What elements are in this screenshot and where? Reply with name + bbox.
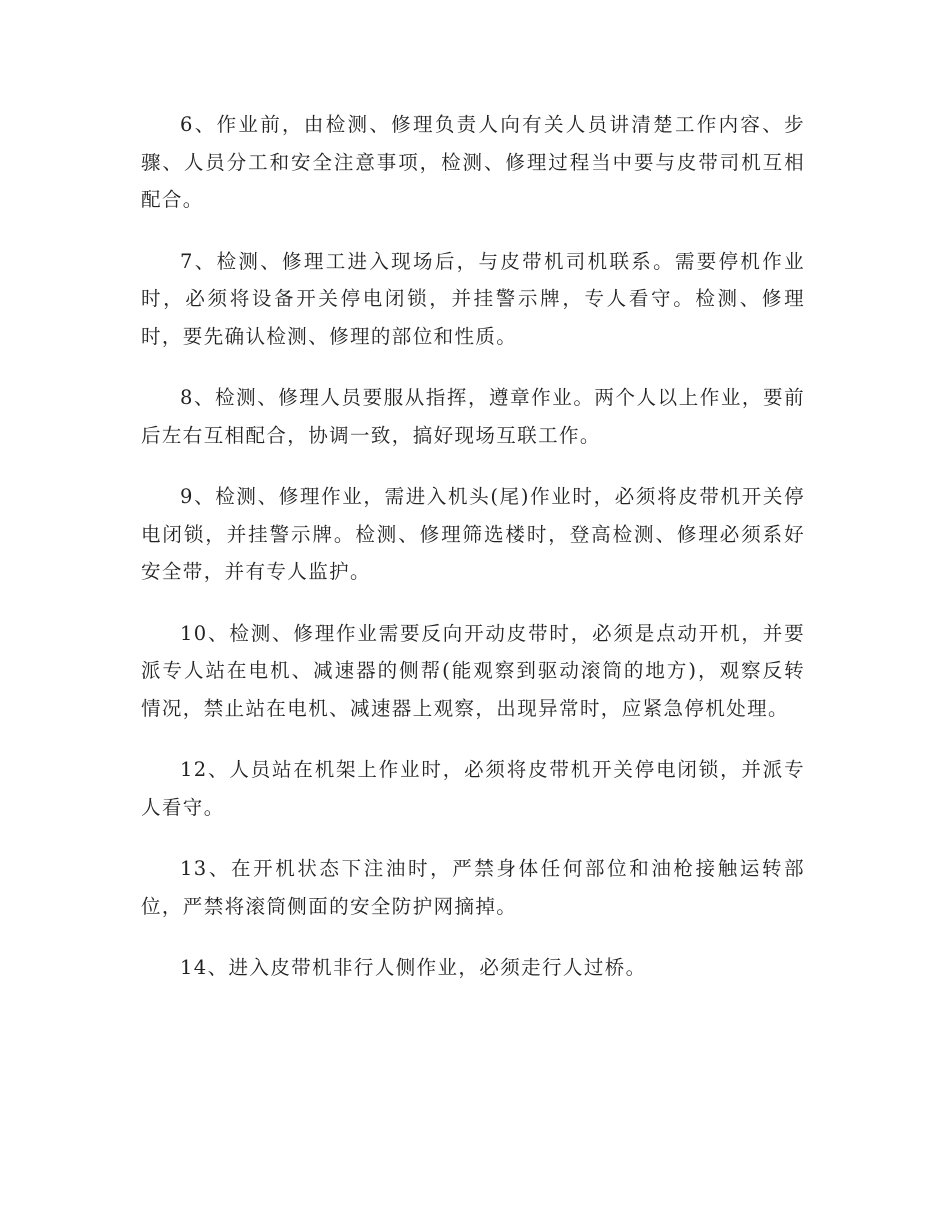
paragraph-item-10: 10、检测、修理作业需要反向开动皮带时，必须是点动开机，并要派专人站在电机、减速器的侧帮(能观察到驱动滚筒的地方)，观察反转情况，禁止站在电机、减速器上观察，出现异常时，应紧急停机处理。 bbox=[141, 621, 805, 720]
paragraph-item-9: 9、检测、修理作业，需进入机头(尾)作业时，必须将皮带机开关停电闭锁，并挂警示牌。检测、修理筛选楼时，登高检测、修理必须系好安全带，并有专人监护。 bbox=[141, 485, 805, 583]
paragraph-item-14: 14、进入皮带机非行人侧作业，必须走行人过桥。 bbox=[180, 956, 647, 979]
paragraph-item-8: 8、检测、修理人员要服从指挥，遵章作业。两个人以上作业，要前后左右互相配合，协调一致，搞好现场互联工作。 bbox=[141, 386, 805, 447]
paragraph-item-6: 6、作业前，由检测、修理负责人向有关人员讲清楚工作内容、步骤、人员分工和安全注意事项，检测、修理过程当中要与皮带司机互相配合。 bbox=[141, 113, 805, 211]
document-body bbox=[141, 106, 805, 1011]
paragraph-item-7: 7、检测、修理工进入现场后，与皮带机司机联系。需要停机作业时，必须将设备开关停电闭锁，并挂警示牌，专人看守。检测、修理时，要先确认检测、修理的部位和性质。 bbox=[141, 249, 805, 348]
paragraph-item-13: 13、在开机状态下注油时，严禁身体任何部位和油枪接触运转部位，严禁将滚筒侧面的安全防护网摘掉。 bbox=[141, 857, 805, 918]
paragraph-item-12: 12、人员站在机架上作业时，必须将皮带机开关停电闭锁，并派专人看守。 bbox=[141, 758, 805, 819]
